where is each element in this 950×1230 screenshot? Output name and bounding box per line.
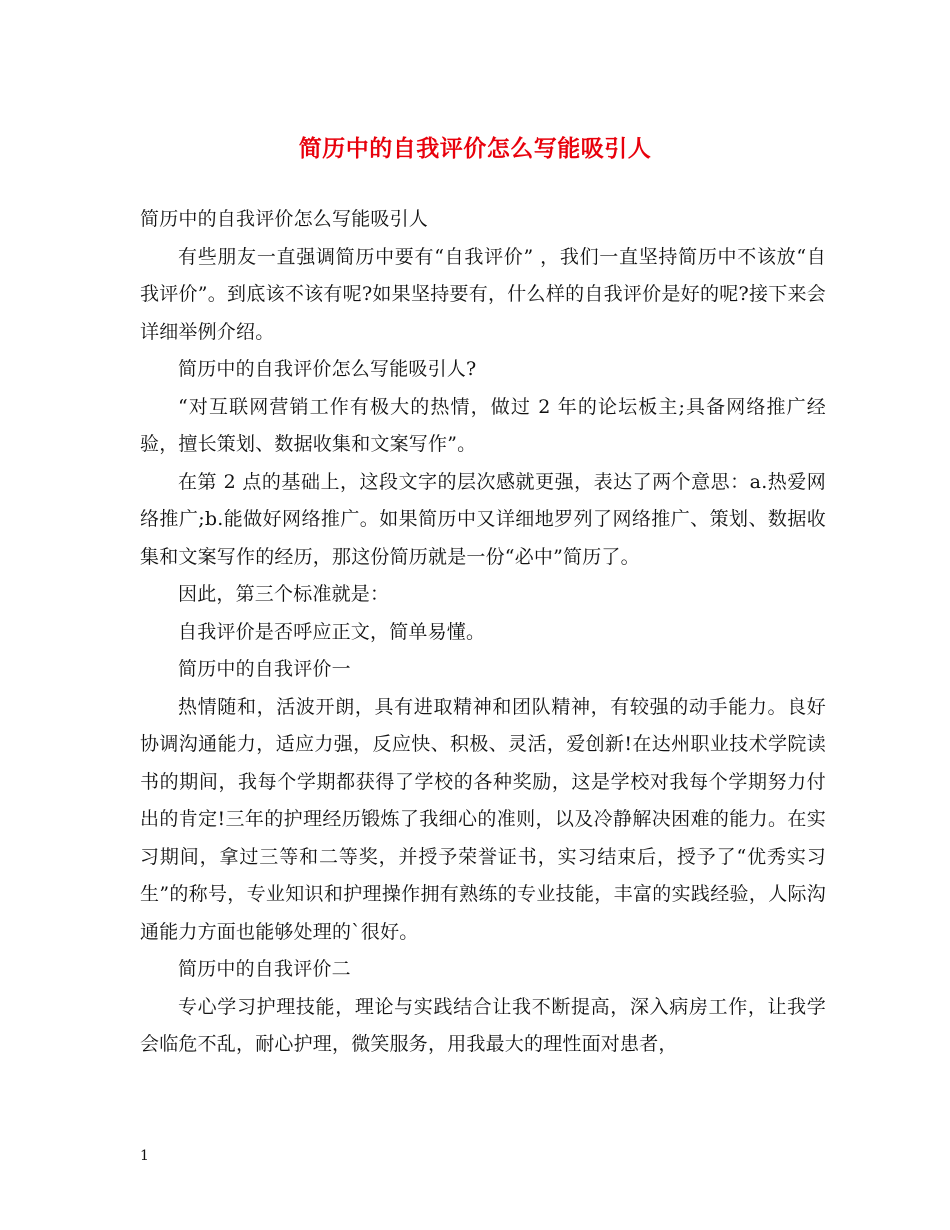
section-heading: 简历中的自我评价一 <box>178 658 351 680</box>
document-body <box>140 201 826 1064</box>
paragraph: 在第 2 点的基础上，这段文字的层次感就更强，表达了两个意思：a.热爱网络推广;b.能做好网络推广。如果简历中又详细地罗列了网络推广、策划、数据收集和文案写作的经历，那这份简历就是一份“必中”简历了。 <box>140 470 826 568</box>
page-number: 1 <box>140 1148 149 1164</box>
document-title: 简历中的自我评价怎么写能吸引人 <box>298 135 652 162</box>
paragraph-heading: 简历中的自我评价怎么写能吸引人 <box>140 208 429 230</box>
paragraph: 热情随和，活波开朗，具有进取精神和团队精神，有较强的动手能力。良好协调沟通能力，适应力强，反应快、积极、灵活，爱创新!在达州职业技术学院读书的期间，我每个学期都获得了学校的各种奖励，这是学校对我每个学期努力付出的肯定!三年的护理经历锻炼了我细心的准则，以及冷静解决困难的能力。在实习期间，拿过三等和二等奖，并授予荣誉证书，实习结束后，授予了“优秀实习生”的称号，专业知识和护理操作拥有熟练的专业技能，丰富的实践经验，人际沟通能力方面也能够处理的`很好。 <box>140 695 826 943</box>
paragraph: “对互联网营销工作有极大的热情，做过 2 年的论坛板主;具备网络推广经验，擅长策划、数据收集和文案写作”。 <box>140 395 826 455</box>
paragraph: 自我评价是否呼应正文，简单易懂。 <box>178 620 486 643</box>
section-heading: 简历中的自我评价二 <box>178 958 351 980</box>
paragraph: 简历中的自我评价怎么写能吸引人? <box>178 358 477 380</box>
paragraph: 有些朋友一直强调简历中要有“自我评价” ，我们一直坚持简历中不该放“自我评价”。到底该不该有呢?如果坚持要有，什么样的自我评价是好的呢?接下来会详细举例介绍。 <box>140 245 826 343</box>
paragraph: 因此，第三个标准就是： <box>178 583 390 605</box>
paragraph: 专心学习护理技能，理论与实践结合让我不断提高，深入病房工作，让我学会临危不乱，耐心护理，微笑服务，用我最大的理性面对患者， <box>140 995 826 1055</box>
